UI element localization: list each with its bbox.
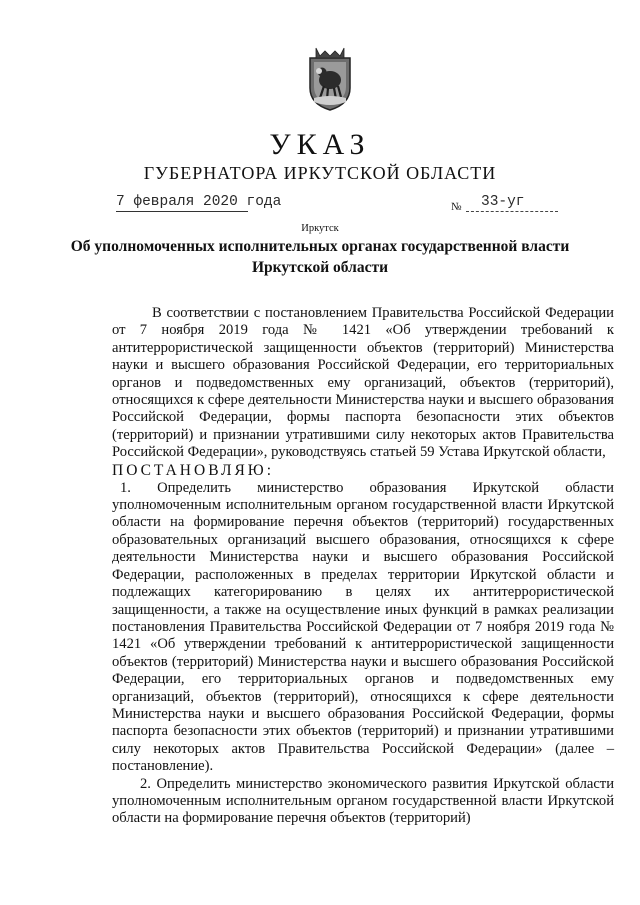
decree-number: 33-уг [481,194,525,210]
item-2-paragraph: 2. Определить министерство экономического развития Иркутской области уполномоченным исполнительным органом государственной власти Иркутской области на формирование перечня объектов (территорий) [112,775,614,827]
heading-line-1: Об уполномоченных исполнительных органах государственной власти [70,238,570,255]
city-name: Иркутск [301,223,339,234]
decree-word: ПОСТАНОВЛЯЮ: [112,461,275,479]
decree-date: 7 февраля 2020 года [116,194,282,210]
preamble-paragraph: В соответствии с постановлением Правительства Российской Федерации от 7 ноября 2019 года № 1421 «Об утверждении требований к антитеррористической защищенности объектов (территорий) Министерства науки и высшего образования Российской Федерации, его территориальных органов и подведомственных ему организаций, объектов (территорий), относящихся к сфере деятельности Министерства науки и высшего образования Российской Федерации, формы паспорта безопасности этих объектов (территорий) и признании утратившими силу некоторых актов Правительства Российской Федерации», руководствуясь статьей 59 Устава Иркутской области, [112,305,614,461]
decree-body [112,305,614,828]
document-title: УКАЗ [269,128,371,161]
item-1-paragraph: 1. Определить министерство образования Иркутской области уполномоченным исполнительным органом государственной власти Иркутской области на формирование перечня объектов (территорий) государственных образовательных организаций высшего образования, относящихся к сфере деятельности Министерства науки и высшего образования Российской Федерации, расположенных в пределах территории Иркутской области и подлежащих категорированию в целях их антитеррористической защищенности, а также на осуществление иных функций в рамках реализации постановления Правительства Российской Федерации от 7 ноября 2019 года № 1421 «Об утверждении требований к антитеррористической защищенности объектов (территорий) Министерства науки и высшего образования Российской Федерации, его территориальных органов и подведомственных ему организаций, объектов (территорий), относящихся к сфере деятельности Министерства науки и высшего образования Российской Федерации, формы паспорта безопасности этих объектов (территорий) и признании утратившими силу некоторых актов Правительства Российской Федерации» (далее – постановление). [112,479,614,775]
decree-heading [40,236,600,278]
issuer-title: ГУБЕРНАТОРА ИРКУТСКОЙ ОБЛАСТИ [143,163,497,183]
heading-line-2: Иркутской области [251,259,389,276]
number-underline [466,211,558,212]
irkutsk-coat-of-arms-icon [306,44,354,112]
date-underline [116,211,248,212]
number-sign: № [451,201,462,213]
